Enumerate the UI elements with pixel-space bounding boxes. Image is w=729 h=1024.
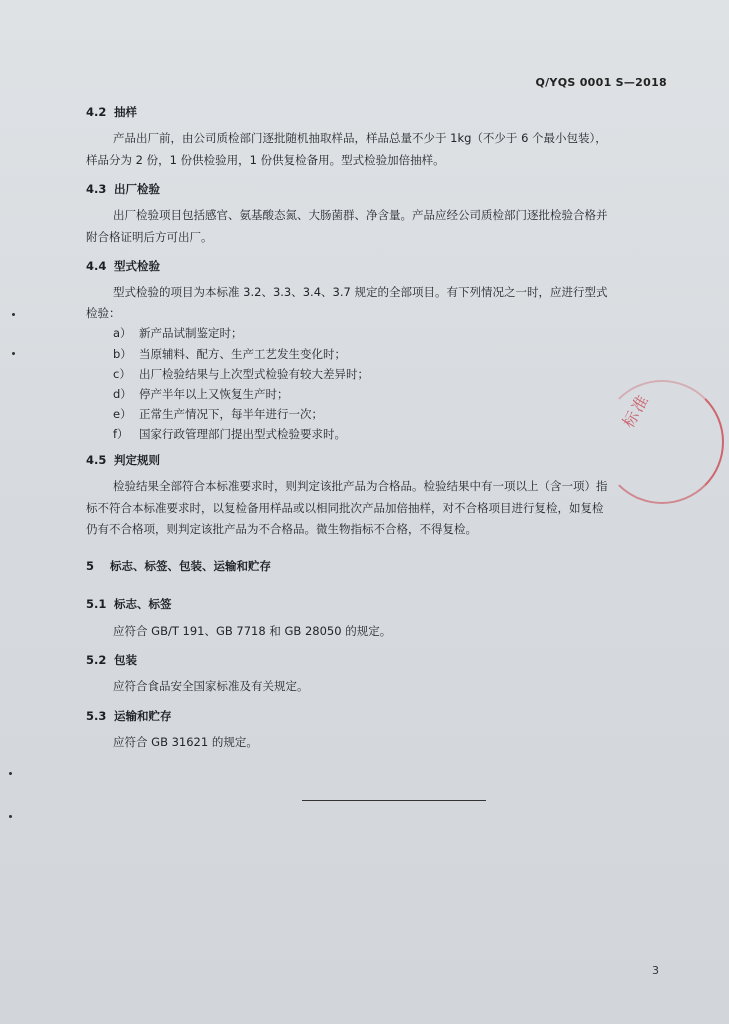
paragraph: 出厂检验项目包括感官、氨基酸态氮、大肠菌群、净含量。产品应经公司质检部门逐批检验合格并: [113, 208, 608, 222]
scan-speck: [12, 352, 15, 355]
paragraph: 应符合 GB 31621 的规定。: [113, 735, 258, 749]
paragraph: 产品出厂前，由公司质检部门逐批随机抽取样品，样品总量不少于 1kg（不少于 6 个最小包装），: [113, 131, 607, 145]
paragraph: 标不符合本标准要求时，以复检备用样品或以相同批次产品加倍抽样，对不合格项目进行复检，如复检: [86, 501, 604, 515]
section-5-2-heading: [86, 652, 137, 668]
section-number: 5.2: [86, 653, 107, 667]
end-rule: [302, 800, 486, 801]
section-title: 标志、标签、包装、运输和贮存: [110, 559, 271, 573]
paragraph: 型式检验的项目为本标准 3.2、3.3、3.4、3.7 规定的全部项目。有下列情况之一时，应进行型式: [113, 285, 608, 299]
scan-speck: [12, 313, 15, 316]
section-title: 抽样: [114, 105, 137, 119]
list-item: [113, 346, 346, 362]
section-4-2-heading: [86, 104, 137, 120]
page-number: 3: [652, 964, 659, 977]
section-number: 5.3: [86, 709, 107, 723]
section-number: 4.4: [86, 259, 107, 273]
seal-stamp: [600, 380, 724, 504]
list-text: 当原辅料、配方、生产工艺发生变化时；: [139, 347, 346, 361]
list-marker: a）: [113, 326, 132, 340]
paragraph: 检验结果全部符合本标准要求时，则判定该批产品为合格品。检验结果中有一项以上（含一项）指: [113, 479, 608, 493]
list-item: [113, 406, 323, 422]
section-number: 4.3: [86, 182, 107, 196]
section-number: 4.5: [86, 453, 107, 467]
section-title: 运输和贮存: [114, 709, 172, 723]
paragraph: 样品分为 2 份，1 份供检验用，1 份供复检备用。型式检验加倍抽样。: [86, 153, 445, 167]
section-4-5-heading: [86, 452, 160, 468]
section-number: 5.1: [86, 597, 107, 611]
list-text: 出厂检验结果与上次型式检验有较大差异时；: [139, 367, 369, 381]
scan-speck: [9, 815, 12, 818]
list-item: [113, 386, 289, 402]
list-marker: b）: [113, 347, 132, 361]
list-marker: e）: [113, 407, 132, 421]
list-text: 新产品试制鉴定时；: [139, 326, 243, 340]
section-4-3-heading: [86, 181, 160, 197]
paragraph: 附合格证明后方可出厂。: [86, 230, 213, 244]
standard-code: Q/YQS 0001 S—2018: [535, 76, 667, 89]
list-text: 国家行政管理部门提出型式检验要求时。: [139, 427, 346, 441]
list-item: [113, 325, 243, 341]
seal-stamp-text: 标准: [618, 390, 654, 431]
section-title: 判定规则: [114, 453, 160, 467]
section-5-1-heading: [86, 596, 172, 612]
section-number: 4.2: [86, 105, 107, 119]
paragraph: 应符合 GB/T 191、GB 7718 和 GB 28050 的规定。: [113, 624, 392, 638]
section-5-heading: [86, 558, 271, 574]
list-marker: f）: [113, 427, 129, 441]
list-marker: d）: [113, 387, 132, 401]
list-item: [113, 426, 346, 442]
section-number: 5: [86, 559, 95, 573]
section-title: 标志、标签: [114, 597, 172, 611]
list-item: [113, 366, 369, 382]
section-title: 出厂检验: [114, 182, 160, 196]
list-marker: c）: [113, 367, 131, 381]
section-5-3-heading: [86, 708, 172, 724]
paragraph: 检验：: [86, 306, 121, 320]
list-text: 正常生产情况下，每半年进行一次；: [139, 407, 323, 421]
scan-speck: [9, 772, 12, 775]
paragraph: 应符合食品安全国家标准及有关规定。: [113, 679, 309, 693]
section-title: 包装: [114, 653, 137, 667]
section-4-4-heading: [86, 258, 160, 274]
list-text: 停产半年以上又恢复生产时；: [139, 387, 289, 401]
paragraph: 仍有不合格项，则判定该批产品为不合格品。微生物指标不合格，不得复检。: [86, 522, 477, 536]
section-title: 型式检验: [114, 259, 160, 273]
